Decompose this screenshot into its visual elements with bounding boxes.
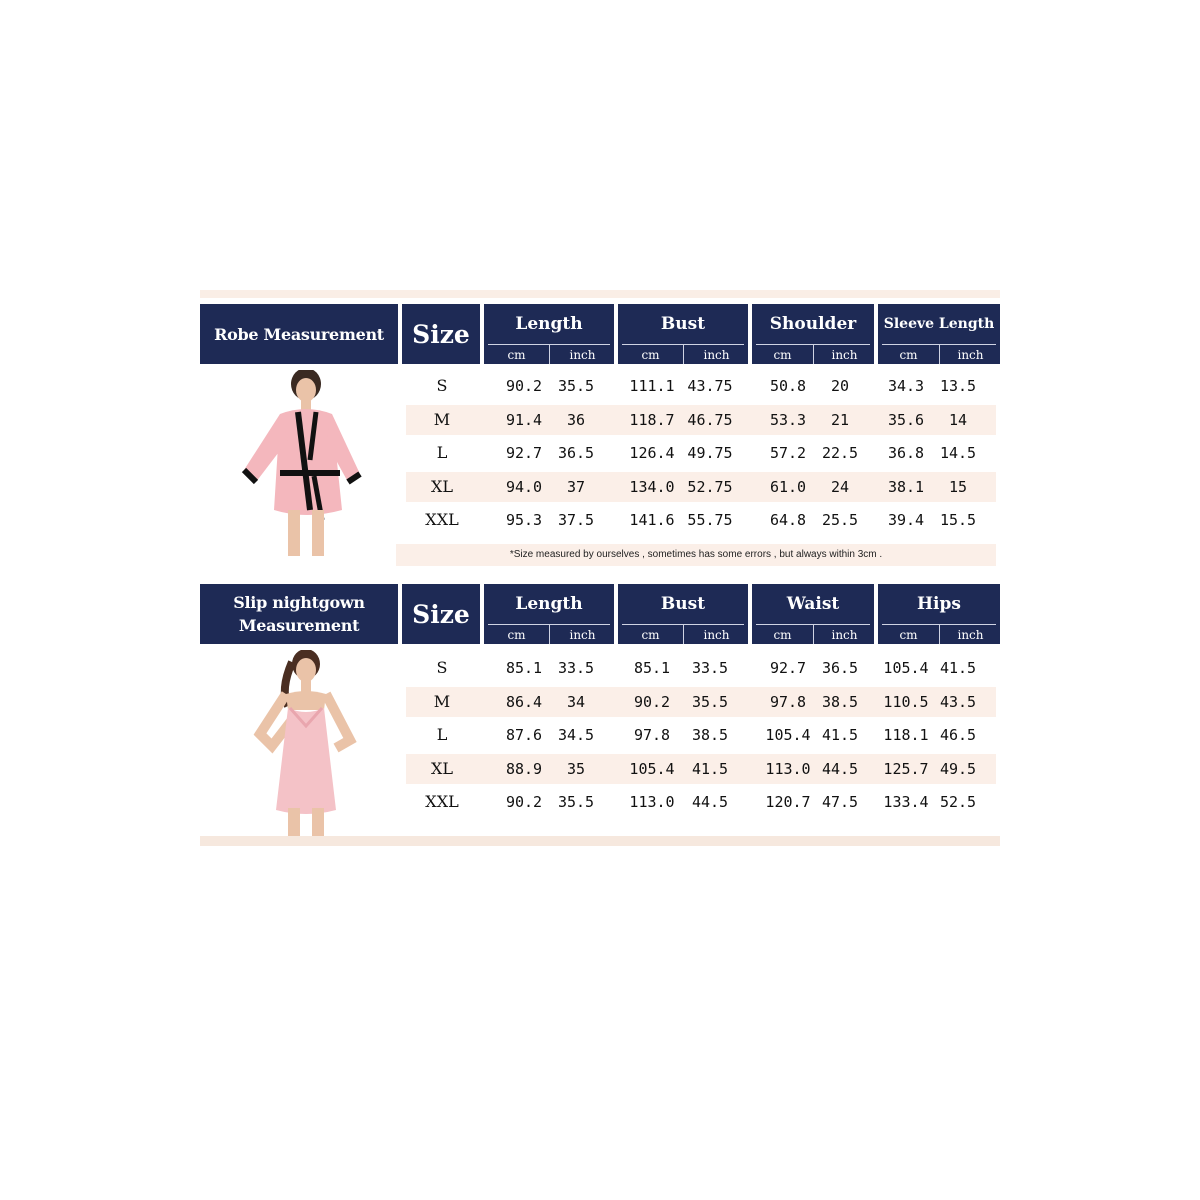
value-cell: 95.3 — [505, 511, 543, 529]
slip-hips-label: Hips — [917, 594, 961, 614]
value-cell: 113.0 — [629, 793, 675, 811]
value-cell: 44.5 — [691, 793, 729, 811]
value-cell: 33.5 — [557, 659, 595, 677]
value-cell: 49.75 — [687, 444, 733, 462]
slip-waist-label: Waist — [786, 594, 840, 614]
value-cell: 91.4 — [505, 410, 543, 429]
value-cell: 90.2 — [505, 793, 543, 811]
note-bar — [396, 544, 996, 566]
value-cell: 25.5 — [821, 511, 859, 529]
value-cell: 36.5 — [821, 659, 859, 677]
value-cell: 88.9 — [505, 759, 543, 778]
size-cell: L — [436, 725, 448, 744]
slip-size-header: Size — [402, 584, 480, 644]
value-cell: 111.1 — [629, 377, 675, 395]
unit-cm: cm — [899, 627, 918, 642]
unit-cm: cm — [507, 627, 526, 642]
value-cell: 92.7 — [505, 444, 543, 462]
unit-cm: cm — [641, 627, 660, 642]
value-cell: 35.5 — [557, 377, 595, 395]
value-cell: 34 — [566, 692, 586, 711]
table-row — [406, 472, 996, 502]
value-cell: 37.5 — [557, 511, 595, 529]
value-cell: 14 — [948, 410, 968, 429]
size-cell: L — [436, 443, 448, 462]
value-cell: 35 — [566, 759, 586, 778]
unit-inch: inch — [813, 625, 875, 644]
value-cell: 94.0 — [505, 477, 543, 496]
value-cell: 43.5 — [939, 692, 977, 711]
value-cell: 118.1 — [883, 726, 929, 744]
value-cell: 125.7 — [883, 759, 929, 778]
unit-inch: inch — [683, 625, 749, 644]
slip-hips-header — [878, 584, 1000, 644]
value-cell: 24 — [830, 477, 850, 496]
value-cell: 46.5 — [939, 726, 977, 744]
table-row — [406, 371, 996, 401]
size-cell: XXL — [425, 792, 459, 811]
value-cell: 61.0 — [769, 477, 807, 496]
robe-bust-header — [618, 304, 748, 364]
value-cell: 37 — [566, 477, 586, 496]
slip-model-image — [210, 650, 390, 840]
value-cell: 38.1 — [887, 477, 925, 496]
value-cell: 15 — [948, 477, 968, 496]
value-cell: 113.0 — [765, 759, 811, 778]
value-cell: 35.6 — [887, 410, 925, 429]
value-cell: 53.3 — [769, 410, 807, 429]
robe-shoulder-label: Shoulder — [769, 314, 857, 334]
robe-length-label: Length — [515, 314, 583, 334]
value-cell: 46.75 — [687, 410, 733, 429]
value-cell: 90.2 — [633, 692, 671, 711]
unit-inch: inch — [939, 625, 1001, 644]
value-cell: 22.5 — [821, 444, 859, 462]
value-cell: 133.4 — [883, 793, 929, 811]
table-row — [406, 438, 996, 468]
value-cell: 64.8 — [769, 511, 807, 529]
value-cell: 38.5 — [821, 692, 859, 711]
robe-length-header — [484, 304, 614, 364]
value-cell: 36 — [566, 410, 586, 429]
slip-section — [200, 584, 1000, 836]
value-cell: 41.5 — [821, 726, 859, 744]
value-cell: 14.5 — [939, 444, 977, 462]
value-cell: 15.5 — [939, 511, 977, 529]
value-cell: 41.5 — [691, 759, 729, 778]
table-row — [406, 505, 996, 535]
value-cell: 120.7 — [765, 793, 811, 811]
slip-title: Slip nightgown Measurement — [200, 584, 398, 644]
value-cell: 38.5 — [691, 726, 729, 744]
size-cell: XXL — [425, 510, 459, 529]
robe-sleeve-header — [878, 304, 1000, 364]
value-cell: 47.5 — [821, 793, 859, 811]
value-cell: 41.5 — [939, 659, 977, 677]
table-row — [406, 653, 996, 683]
value-cell: 35.5 — [557, 793, 595, 811]
unit-cm: cm — [773, 347, 792, 362]
value-cell: 87.6 — [505, 726, 543, 744]
value-cell: 86.4 — [505, 692, 543, 711]
table-row — [406, 405, 996, 435]
value-cell: 118.7 — [629, 410, 675, 429]
value-cell: 97.8 — [769, 692, 807, 711]
robe-bust-label: Bust — [660, 314, 706, 334]
robe-section — [200, 304, 1000, 566]
value-cell: 36.5 — [557, 444, 595, 462]
size-cell: M — [433, 691, 451, 711]
value-cell: 134.0 — [629, 477, 675, 496]
robe-size-header: Size — [402, 304, 480, 364]
value-cell: 92.7 — [769, 659, 807, 677]
value-cell: 97.8 — [633, 726, 671, 744]
robe-shoulder-header — [752, 304, 874, 364]
robe-model-image — [210, 370, 390, 560]
unit-cm: cm — [773, 627, 792, 642]
value-cell: 50.8 — [769, 377, 807, 395]
value-cell: 141.6 — [629, 511, 675, 529]
value-cell: 13.5 — [939, 377, 977, 395]
value-cell: 105.4 — [629, 759, 675, 778]
value-cell: 43.75 — [687, 377, 733, 395]
value-cell: 52.5 — [939, 793, 977, 811]
unit-cm: cm — [899, 347, 918, 362]
value-cell: 110.5 — [883, 692, 929, 711]
value-cell: 36.8 — [887, 444, 925, 462]
bottom-band — [200, 836, 1000, 846]
size-cell: M — [433, 409, 451, 429]
value-cell: 33.5 — [691, 659, 729, 677]
size-cell: XL — [430, 758, 453, 778]
table-row — [406, 787, 996, 817]
value-cell: 39.4 — [887, 511, 925, 529]
size-cell: S — [436, 376, 448, 395]
value-cell: 20 — [830, 377, 850, 395]
unit-inch: inch — [939, 345, 1001, 364]
slip-waist-header — [752, 584, 874, 644]
value-cell: 49.5 — [939, 759, 977, 778]
unit-inch: inch — [549, 625, 615, 644]
unit-inch: inch — [549, 345, 615, 364]
robe-sleeve-label: Sleeve Length — [883, 316, 995, 332]
slip-bust-header — [618, 584, 748, 644]
slip-length-label: Length — [515, 594, 583, 614]
size-cell: XL — [430, 476, 453, 496]
unit-cm: cm — [641, 347, 660, 362]
value-cell: 35.5 — [691, 692, 729, 711]
value-cell: 126.4 — [629, 444, 675, 462]
size-cell: S — [436, 658, 448, 677]
table-row — [406, 720, 996, 750]
value-cell: 55.75 — [687, 511, 733, 529]
unit-cm: cm — [507, 347, 526, 362]
robe-title: Robe Measurement — [200, 304, 398, 364]
value-cell: 44.5 — [821, 759, 859, 778]
value-cell: 34.3 — [887, 377, 925, 395]
unit-inch: inch — [813, 345, 875, 364]
value-cell: 105.4 — [765, 726, 811, 744]
value-cell: 105.4 — [883, 659, 929, 677]
value-cell: 85.1 — [505, 659, 543, 677]
slip-bust-label: Bust — [660, 594, 706, 614]
table-row — [406, 687, 996, 717]
slip-length-header — [484, 584, 614, 644]
value-cell: 52.75 — [687, 477, 733, 496]
unit-inch: inch — [683, 345, 749, 364]
size-chart — [200, 290, 1000, 846]
value-cell: 21 — [830, 410, 850, 429]
value-cell: 85.1 — [633, 659, 671, 677]
value-cell: 34.5 — [557, 726, 595, 744]
measurement-note: *Size measured by ourselves , sometimes has some errors , but always within 3cm . — [509, 549, 883, 560]
top-band — [200, 290, 1000, 298]
value-cell: 90.2 — [505, 377, 543, 395]
table-row — [406, 754, 996, 784]
value-cell: 57.2 — [769, 444, 807, 462]
